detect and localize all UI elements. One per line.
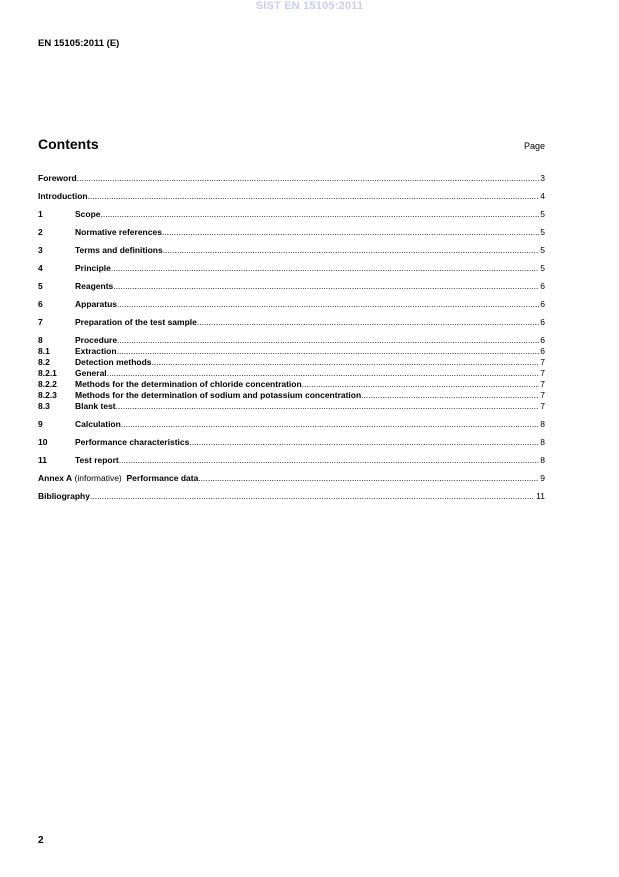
toc-entry-page: 6 <box>540 346 545 356</box>
toc-entry[interactable] <box>38 299 545 310</box>
toc-entry[interactable] <box>38 419 545 430</box>
toc-entry-number: 10 <box>38 437 48 447</box>
toc-entry[interactable] <box>38 245 545 256</box>
toc-entry-title: Introduction <box>38 191 88 201</box>
toc-entry[interactable] <box>38 368 545 379</box>
dot-leader <box>162 227 539 238</box>
toc-entry[interactable] <box>38 335 545 346</box>
toc-entry-number: 7 <box>38 317 43 327</box>
dot-leader <box>77 173 540 184</box>
dot-leader <box>90 491 533 502</box>
toc-entry-title: Principle <box>75 263 111 273</box>
toc-entry-title: Methods for the determination of sodium and potassium concentration <box>75 390 362 400</box>
toc-entry[interactable] <box>38 455 545 466</box>
dot-leader <box>111 263 539 274</box>
dot-leader <box>117 299 539 310</box>
dot-leader <box>197 317 539 328</box>
toc-entry-number: 11 <box>38 455 47 465</box>
annex-type: (informative) <box>72 473 127 483</box>
toc-entry-number: 8 <box>38 335 43 345</box>
dot-leader <box>361 390 539 401</box>
toc-entry-title: Detection methods <box>75 357 152 367</box>
toc-entry-title: General <box>75 368 107 378</box>
toc-entry[interactable] <box>38 281 545 292</box>
toc-entry-page: 8 <box>540 419 545 429</box>
toc-entry-number: 5 <box>38 281 43 291</box>
toc-entry[interactable] <box>38 379 545 390</box>
toc-entry-title: Scope <box>75 209 101 219</box>
toc-entry-title: Procedure <box>75 335 118 345</box>
toc-entry-page: 3 <box>540 173 545 183</box>
toc-entry-page: 7 <box>540 390 545 400</box>
dot-leader <box>152 357 540 368</box>
page-number: 2 <box>38 835 44 846</box>
toc-entry-title: Test report <box>75 455 119 465</box>
dot-leader <box>113 281 539 292</box>
toc-entry-page: 6 <box>540 317 545 327</box>
toc-entry-number: 9 <box>38 419 43 429</box>
toc-entry-title: Calculation <box>75 419 121 429</box>
toc-entry[interactable] <box>38 209 545 220</box>
toc-entry-page: 5 <box>540 263 545 273</box>
toc-entry-number: 6 <box>38 299 43 309</box>
toc-entry-number: 8.2.2 <box>38 379 57 389</box>
dot-leader <box>101 209 540 220</box>
toc-entry[interactable] <box>38 227 545 238</box>
dot-leader <box>121 419 539 430</box>
toc-entry-page: 8 <box>540 437 545 447</box>
annex-title: Performance data <box>126 473 199 483</box>
toc-entry[interactable] <box>38 390 545 401</box>
toc-entry-page: 9 <box>540 473 545 483</box>
toc-entry-number: 2 <box>38 227 43 237</box>
toc-entry[interactable] <box>38 317 545 328</box>
toc-entry-page: 5 <box>540 227 545 237</box>
toc-entry[interactable] <box>38 173 545 184</box>
toc-entry[interactable] <box>38 473 545 484</box>
toc-entry-page: 11 <box>533 491 545 501</box>
dot-leader <box>163 245 540 256</box>
toc-entry-title: Reagents <box>75 281 114 291</box>
dot-leader <box>107 368 540 379</box>
dot-leader <box>119 455 539 466</box>
toc-entry[interactable] <box>38 357 545 368</box>
dot-leader <box>117 346 540 357</box>
toc-entry-title: Normative references <box>75 227 162 237</box>
toc-entry[interactable] <box>38 401 545 412</box>
toc-entry-page: 7 <box>540 357 545 367</box>
dot-leader <box>198 473 539 484</box>
toc-entry-number: 1 <box>38 209 43 219</box>
dot-leader <box>117 335 539 346</box>
toc-entry-title: Methods for the determination of chloride concentration <box>75 379 302 389</box>
toc-entry-title: Blank test <box>75 401 116 411</box>
toc-entry-number: 8.1 <box>38 346 50 356</box>
page-column-label: Page <box>523 141 545 151</box>
toc-entry-title: Apparatus <box>75 299 118 309</box>
toc-entry-number: 3 <box>38 245 43 255</box>
toc-entry-number: 8.3 <box>38 401 50 411</box>
toc-entry-title: Foreword <box>38 173 77 183</box>
toc-entry-page: 7 <box>540 401 545 411</box>
contents-heading: Contents <box>38 136 99 152</box>
dot-leader <box>189 437 539 448</box>
toc-entry-page: 5 <box>540 209 545 219</box>
toc-entry-number: 8.2 <box>38 357 50 367</box>
dot-leader <box>116 401 540 412</box>
toc-entry-title: Terms and definitions <box>75 245 163 255</box>
toc-entry-title: Bibliography <box>38 491 90 501</box>
toc-entry-page: 6 <box>540 299 545 309</box>
toc-entry[interactable] <box>38 491 545 502</box>
toc-entry[interactable] <box>38 191 545 202</box>
toc-entry[interactable] <box>38 263 545 274</box>
toc-entry-page: 8 <box>540 455 545 465</box>
dot-leader <box>88 191 540 202</box>
toc-entry-title: Extraction <box>75 346 117 356</box>
toc-entry[interactable] <box>38 437 545 448</box>
document-id: EN 15105:2011 (E) <box>38 38 120 49</box>
toc-entry-page: 4 <box>540 191 545 201</box>
dot-leader <box>302 379 540 390</box>
table-of-contents <box>38 173 545 502</box>
toc-entry-page: 7 <box>540 368 545 378</box>
toc-entry-page: 6 <box>540 281 545 291</box>
toc-entry-page: 7 <box>540 379 545 389</box>
toc-entry-title <box>38 473 198 484</box>
toc-entry-number: 8.2.1 <box>38 368 57 378</box>
toc-entry-title: Preparation of the test sample <box>75 317 197 327</box>
toc-entry-number: 8.2.3 <box>38 390 57 400</box>
toc-entry[interactable] <box>38 346 545 357</box>
toc-entry-number: 4 <box>38 263 43 273</box>
annex-label: Annex A <box>38 473 73 483</box>
watermark: SIST EN 15105:2011 <box>255 0 364 12</box>
toc-entry-page: 6 <box>540 335 545 345</box>
toc-entry-title: Performance characteristics <box>75 437 190 447</box>
toc-entry-page: 5 <box>540 245 545 255</box>
